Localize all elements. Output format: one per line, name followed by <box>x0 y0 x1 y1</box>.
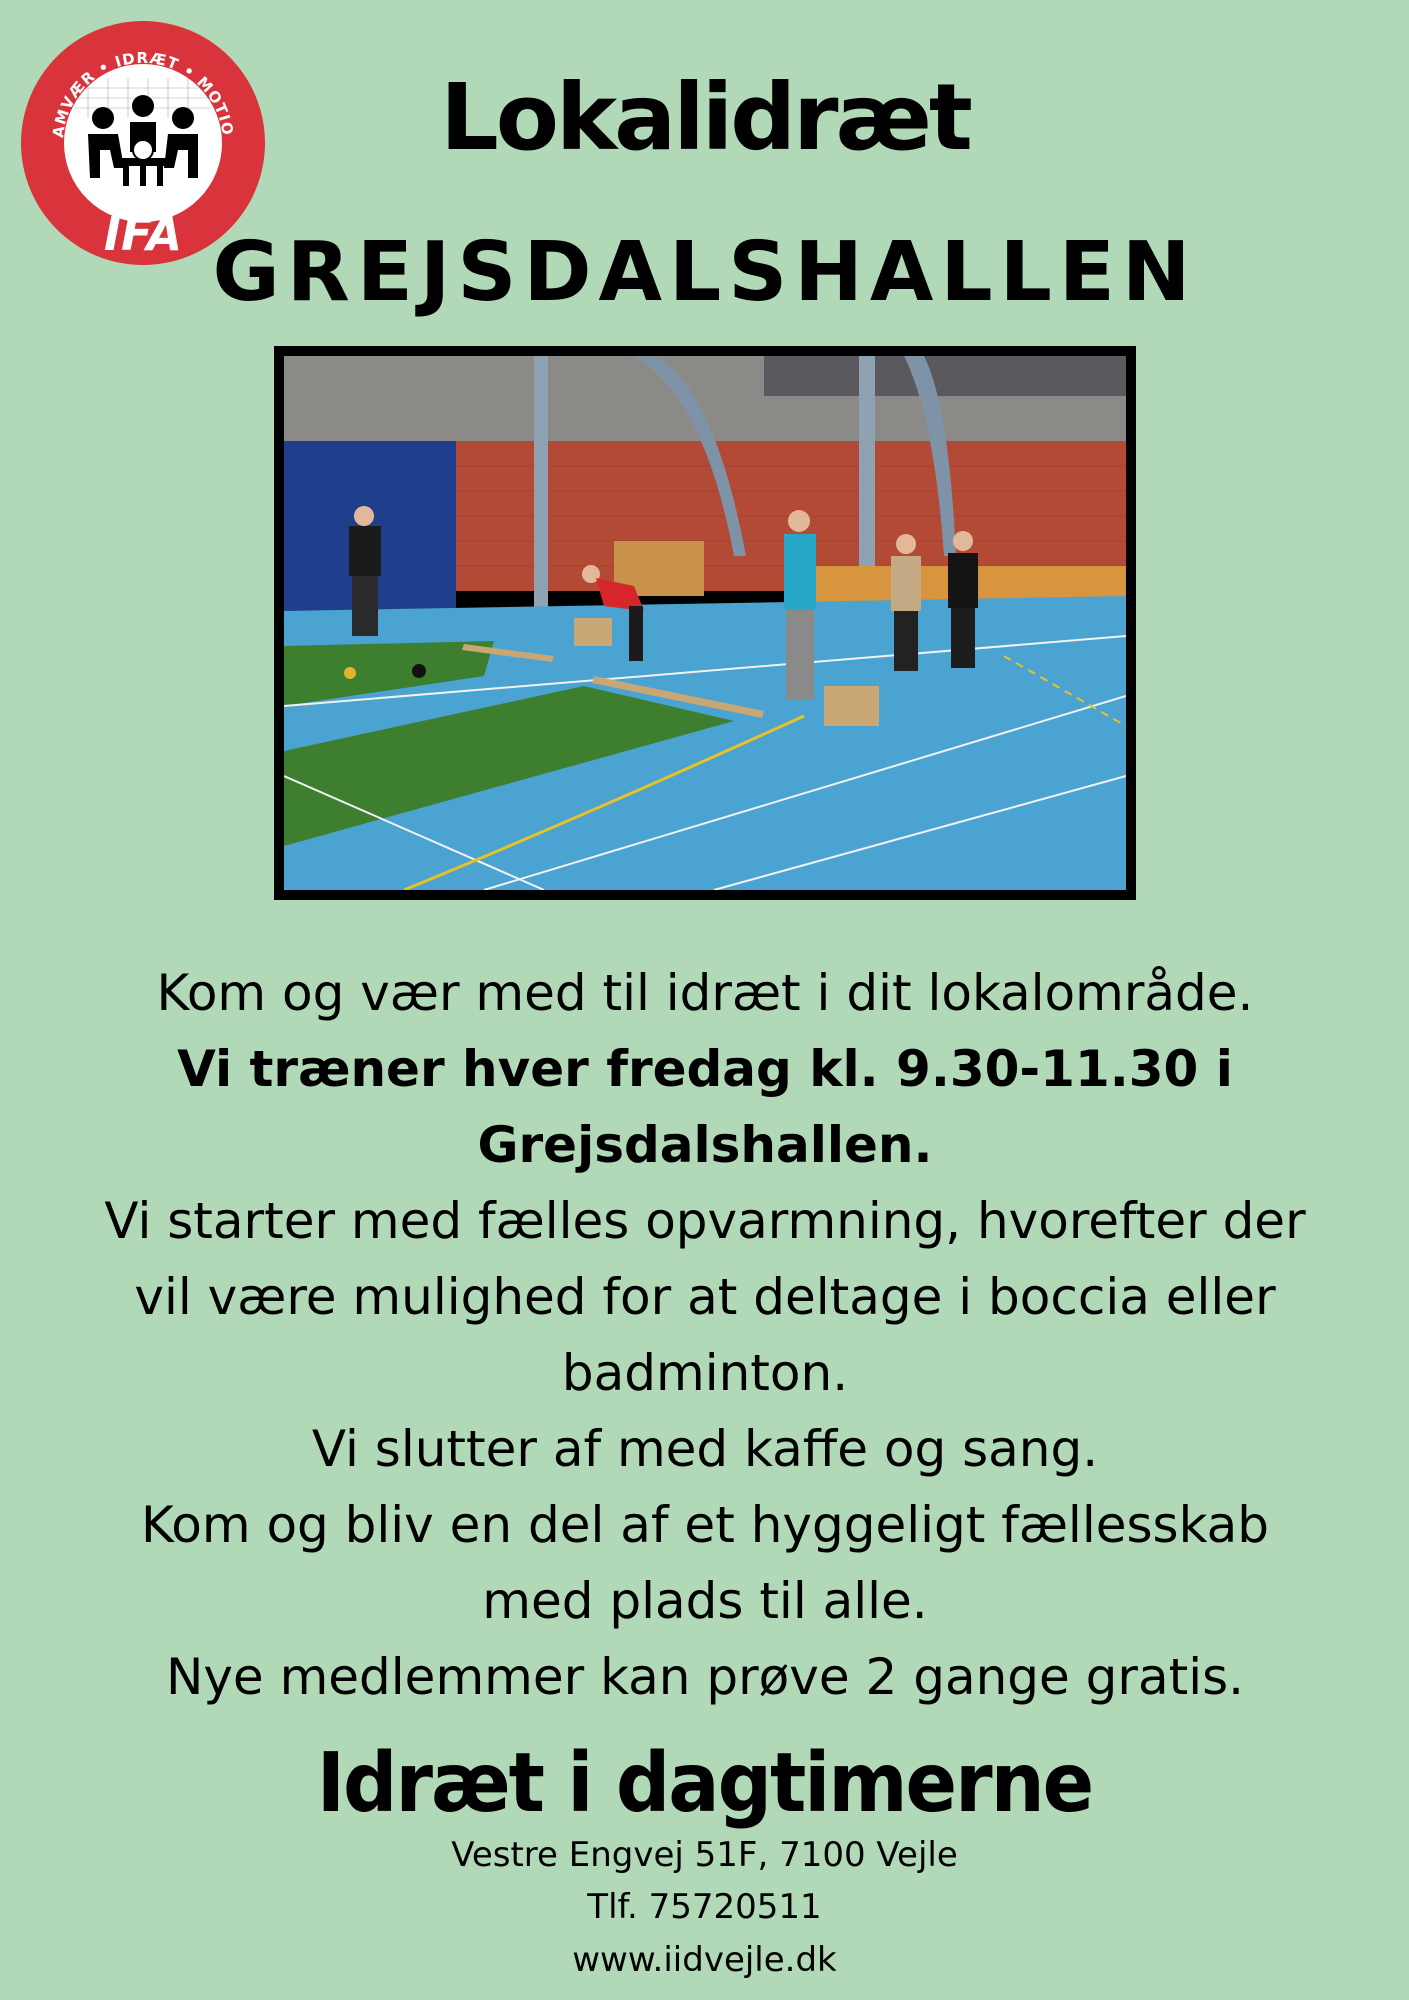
organization-name: Idræt i dagtimerne <box>316 1734 1093 1831</box>
venue-title: GREJSDALSHALLEN <box>212 225 1198 320</box>
community-line-2: med plads til alle. <box>482 1572 928 1630</box>
new-members-line: Nye medlemmer kan prøve 2 gange gratis. <box>165 1648 1245 1706</box>
intro-line: Kom og vær med til idræt i dit lokalområde. <box>156 964 1254 1022</box>
website-link[interactable]: www.iidvejle.dk <box>572 1940 837 1980</box>
phone: Tlf. 75720511 <box>587 1887 822 1927</box>
page-title: Lokalidræt <box>440 64 970 171</box>
activities-line-3: badminton. <box>561 1344 849 1402</box>
schedule-line-1: Vi træner hver fredag kl. 9.30-11.30 i <box>177 1040 1233 1098</box>
closing-line: Vi slutter af med kaffe og sang. <box>311 1420 1099 1478</box>
logo-ring-text: AMVÆR • IDRÆT • MOTIO <box>49 48 237 139</box>
schedule-line-2: Grejsdalshallen. <box>477 1116 933 1174</box>
activities-line-1: Vi starter med fælles opvarmning, hvorefter der <box>104 1192 1306 1250</box>
sports-hall-photo <box>274 346 1136 900</box>
description <box>40 955 1370 1715</box>
community-line-1: Kom og bliv en del af et hyggeligt fællesskab <box>140 1496 1270 1554</box>
address: Vestre Engvej 51F, 7100 Vejle <box>451 1835 958 1875</box>
logo-acronym: IFA <box>103 207 183 261</box>
activities-line-2: vil være mulighed for at deltage i boccia eller <box>134 1268 1276 1326</box>
